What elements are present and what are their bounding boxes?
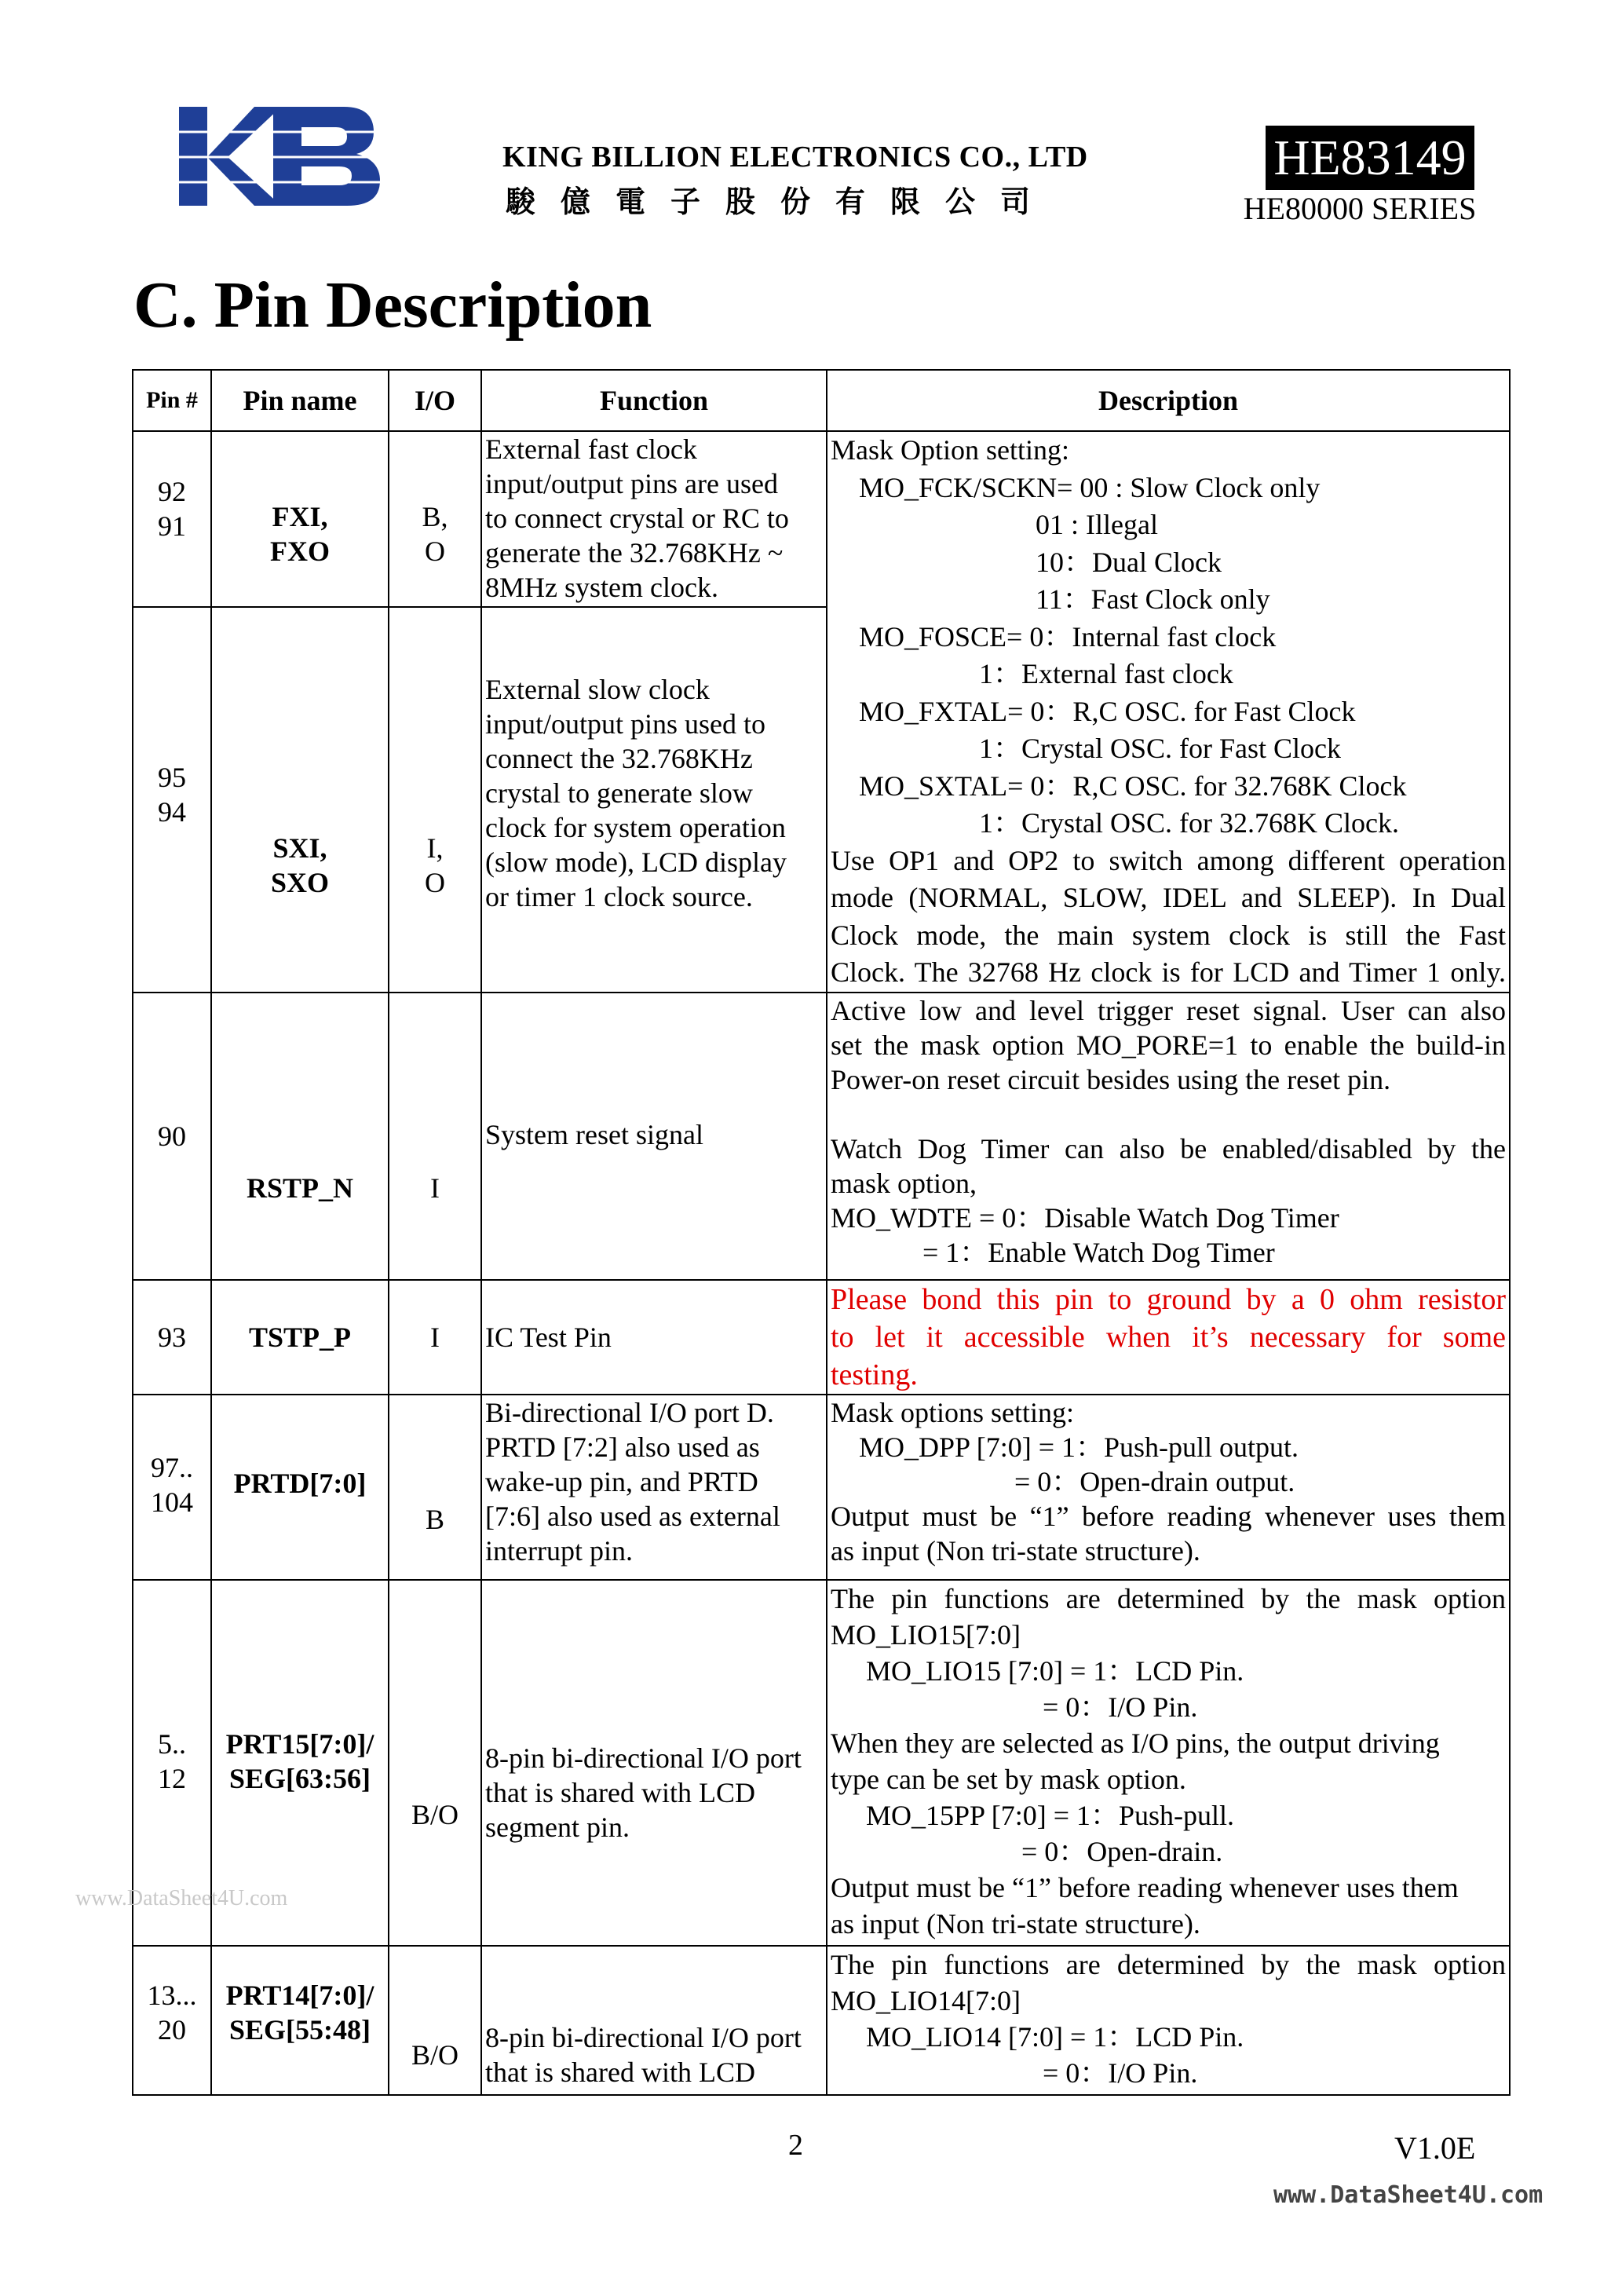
description-cell (827, 1946, 1510, 2095)
description-cell (827, 1395, 1510, 1580)
pin-name: PRT15[7:0]/ (225, 1727, 374, 1760)
description-line: MO_LIO14[7:0] (831, 1984, 1021, 2016)
description-line: MO_LIO15 [7:0] = 1：LCD Pin. (831, 1654, 1244, 1687)
description-line: MO_LIO14 [7:0] = 1：LCD Pin. (831, 2020, 1244, 2053)
function-line: 8-pin bi-directional I/O port (485, 1742, 802, 1774)
pin-number: 5.. (158, 1727, 186, 1760)
function-line: 8-pin bi-directional I/O port (485, 2021, 802, 2053)
io-value: B (425, 1503, 444, 1535)
function-line: wake-up pin, and PRTD (485, 1465, 758, 1497)
page-number: 2 (788, 2129, 803, 2162)
pin-number-cell (133, 1395, 211, 1580)
pin-name: RSTP_N (246, 1172, 354, 1204)
function-line: Bi-directional I/O port D. (485, 1396, 774, 1428)
description-line: 01 : Illegal (831, 509, 1158, 540)
function-line: segment pin. (485, 1811, 630, 1843)
function-line: IC Test Pin (485, 1321, 612, 1353)
pin-name: FXO (270, 536, 330, 567)
function-line: that is shared with LCD (485, 1776, 755, 1808)
function-line: that is shared with LCD (485, 2056, 755, 2088)
pin-number-cell (133, 607, 211, 992)
description-line: mode (NORMAL, SLOW, IDEL and SLEEP). In Dual (831, 882, 1506, 913)
io-cell (389, 1395, 481, 1580)
description-line: Power-on reset circuit besides using the reset pin. (831, 1063, 1391, 1095)
company-name-chinese: 駿億電子股份有限公司 (506, 185, 1056, 219)
description-line: = 0：Open-drain. (831, 1835, 1223, 1867)
description-line: = 1：Enable Watch Dog Timer (831, 1236, 1275, 1268)
description-line: MO_DPP [7:0] = 1：Push-pull output. (831, 1431, 1299, 1463)
pin-number: 13... (147, 1979, 197, 2011)
table-header-row (133, 370, 1510, 431)
pin-name: TSTP_P (248, 1321, 352, 1353)
header-function: Function (481, 370, 827, 431)
header-description: Description (827, 370, 1510, 431)
clock-description-cell (827, 431, 1510, 993)
function-cell (481, 1580, 827, 1946)
pin-name-cell (211, 1395, 389, 1580)
pin-name-cell (211, 607, 389, 992)
description-line: Watch Dog Timer can also be enabled/disabled by the (831, 1132, 1506, 1164)
description-line: Output must be “1” before reading whenever uses them (831, 1871, 1459, 1903)
pin-number-cell (133, 1946, 211, 2095)
warning-line: to let it accessible when it’s necessary for some (831, 1320, 1506, 1354)
description-line: MO_FXTAL= 0：R,C OSC. for Fast Clock (831, 695, 1356, 727)
pin-number-cell (133, 431, 211, 607)
description-line: Output must be “1” before reading whenever uses them (831, 1500, 1506, 1532)
function-line: External slow clock (485, 674, 710, 706)
io-value: I (430, 1321, 440, 1353)
description-cell (827, 993, 1510, 1280)
header-pin: Pin # (133, 370, 211, 431)
function-cell (481, 431, 827, 607)
io-value: O (425, 536, 445, 567)
description-line: MO_SXTAL= 0：R,C OSC. for 32.768K Clock (831, 770, 1407, 802)
function-line: [7:6] also used as external (485, 1500, 780, 1532)
function-line: input/output pins used to (485, 708, 766, 740)
function-cell (481, 993, 827, 1280)
section-title: C. Pin Description (133, 269, 652, 342)
model-badge: HE83149 (1266, 126, 1474, 190)
pin-number: 97.. (151, 1451, 193, 1483)
pin-name: SXO (270, 867, 330, 899)
description-line: 1：External fast clock (831, 658, 1233, 689)
description-line: 11：Fast Clock only (831, 583, 1270, 615)
description-line: MO_WDTE = 0：Disable Watch Dog Timer (831, 1201, 1339, 1234)
table-row (133, 993, 1510, 1280)
table-row (133, 1946, 1510, 2095)
description-line: as input (Non tri-state structure). (831, 1534, 1200, 1567)
pin-name: PRT14[7:0]/ (225, 1979, 374, 2011)
description-line: Mask Option setting: (831, 434, 1069, 466)
function-cell (481, 1946, 827, 2095)
description-line: MO_15PP [7:0] = 1：Push-pull. (831, 1799, 1235, 1831)
function-line: input/output pins are used (485, 468, 778, 499)
pin-number-cell (133, 1280, 211, 1395)
description-line: type can be set by mask option. (831, 1763, 1186, 1795)
description-line: When they are selected as I/O pins, the output driving (831, 1727, 1440, 1759)
io-value: I, (426, 832, 444, 865)
description-line: = 0：I/O Pin. (831, 2057, 1198, 2089)
description-line: = 0：I/O Pin. (831, 1691, 1198, 1723)
pin-description-table (132, 369, 1511, 2096)
series-label: HE80000 SERIES (1243, 191, 1477, 226)
io-cell (389, 431, 481, 607)
function-cell (481, 1395, 827, 1580)
description-line: 1：Crystal OSC. for 32.768K Clock. (831, 807, 1399, 839)
io-cell (389, 1946, 481, 2095)
function-line: External fast clock (485, 433, 697, 465)
function-line: PRTD [7:2] also used as (485, 1431, 760, 1463)
header-pin-name: Pin name (211, 370, 389, 431)
pin-name-cell (211, 1946, 389, 2095)
function-cell (481, 1280, 827, 1395)
function-line: (slow mode), LCD display (485, 846, 787, 879)
table-row (133, 431, 1510, 607)
pin-number: 91 (158, 510, 186, 542)
description-line: MO_FOSCE= 0：Internal fast clock (831, 620, 1277, 653)
kb-logo-graphic (179, 101, 383, 212)
io-value: B/O (411, 2038, 458, 2071)
pin-number: 95 (158, 762, 186, 794)
io-cell (389, 1280, 481, 1395)
function-line: System reset signal (485, 1118, 703, 1150)
description-line: 1：Crystal OSC. for Fast Clock (831, 733, 1342, 764)
description-line: MO_FCK/SCKN= 00 : Slow Clock only (831, 471, 1321, 503)
function-line: interrupt pin. (485, 1534, 633, 1567)
function-line: or timer 1 clock source. (485, 881, 753, 913)
pin-name-cell (211, 431, 389, 607)
description-line: MO_LIO15[7:0] (831, 1618, 1021, 1651)
io-cell (389, 607, 481, 992)
header-io: I/O (389, 370, 481, 431)
pin-number: 12 (158, 1762, 186, 1794)
pin-name: PRTD[7:0] (233, 1467, 367, 1499)
function-line: 8MHz system clock. (485, 572, 718, 603)
table-row (133, 1280, 1510, 1395)
warning-line: testing. (831, 1358, 918, 1391)
pin-name: SEG[55:48] (229, 2013, 371, 2046)
description-line: The pin functions are determined by the mask option (831, 1948, 1506, 1980)
description-line: set the mask option MO_PORE=1 to enable the build-in (831, 1029, 1506, 1061)
function-cell (481, 607, 827, 992)
pin-name-cell (211, 993, 389, 1280)
pin-name: SEG[63:56] (229, 1762, 371, 1794)
description-line: = 0：Open-drain output. (831, 1465, 1295, 1497)
pin-name: SXI, (272, 832, 327, 865)
watermark-link[interactable]: www.DataSheet4U.com (1273, 2181, 1543, 2209)
pin-number: 94 (158, 796, 186, 828)
description-line: as input (Non tri-state structure). (831, 1907, 1200, 1940)
description-line: mask option, (831, 1167, 977, 1199)
function-line: crystal to generate slow (485, 777, 753, 810)
description-line: Clock. The 32768 Hz clock is for LCD and Timer 1 only. (831, 956, 1506, 988)
company-name-english: KING BILLION ELECTRONICS CO., LTD (502, 141, 1088, 174)
pin-name: FXI, (272, 501, 328, 532)
watermark-left: www.DataSheet4U.com (75, 1886, 288, 1910)
function-line: to connect crystal or RC to (485, 503, 789, 534)
description-line: Mask options setting: (831, 1396, 1075, 1428)
version-label: V1.0E (1394, 2130, 1476, 2166)
function-line: connect the 32.768KHz (485, 743, 753, 775)
description-line: Clock mode, the main system clock is still the Fast (831, 919, 1506, 951)
description-line: 10：Dual Clock (831, 546, 1222, 578)
io-value: B, (422, 501, 448, 532)
pin-number: 92 (158, 476, 186, 507)
pin-number: 20 (158, 2013, 186, 2046)
warning-description-cell (827, 1280, 1510, 1395)
pin-number: 93 (158, 1321, 186, 1353)
table-row (133, 1580, 1510, 1946)
function-line: generate the 32.768KHz ~ (485, 537, 784, 569)
warning-line: Please bond this pin to ground by a 0 ohm resistor (831, 1282, 1506, 1316)
io-value: B/O (411, 1798, 458, 1830)
pin-number: 90 (158, 1120, 186, 1152)
function-line: clock for system operation (485, 812, 786, 844)
io-cell (389, 993, 481, 1280)
pin-number-cell (133, 993, 211, 1280)
description-line: Use OP1 and OP2 to switch among different operation (831, 844, 1506, 876)
io-cell (389, 1580, 481, 1946)
io-value: O (425, 867, 445, 899)
description-cell (827, 1580, 1510, 1946)
kb-logo (179, 101, 383, 212)
table-row (133, 1395, 1510, 1580)
description-line (831, 1097, 1506, 1132)
pin-number: 104 (151, 1486, 193, 1518)
description-line: Active low and level trigger reset signal. User can also (831, 994, 1506, 1026)
description-line: The pin functions are determined by the mask option (831, 1582, 1506, 1614)
pin-name-cell (211, 1280, 389, 1395)
io-value: I (430, 1172, 440, 1204)
